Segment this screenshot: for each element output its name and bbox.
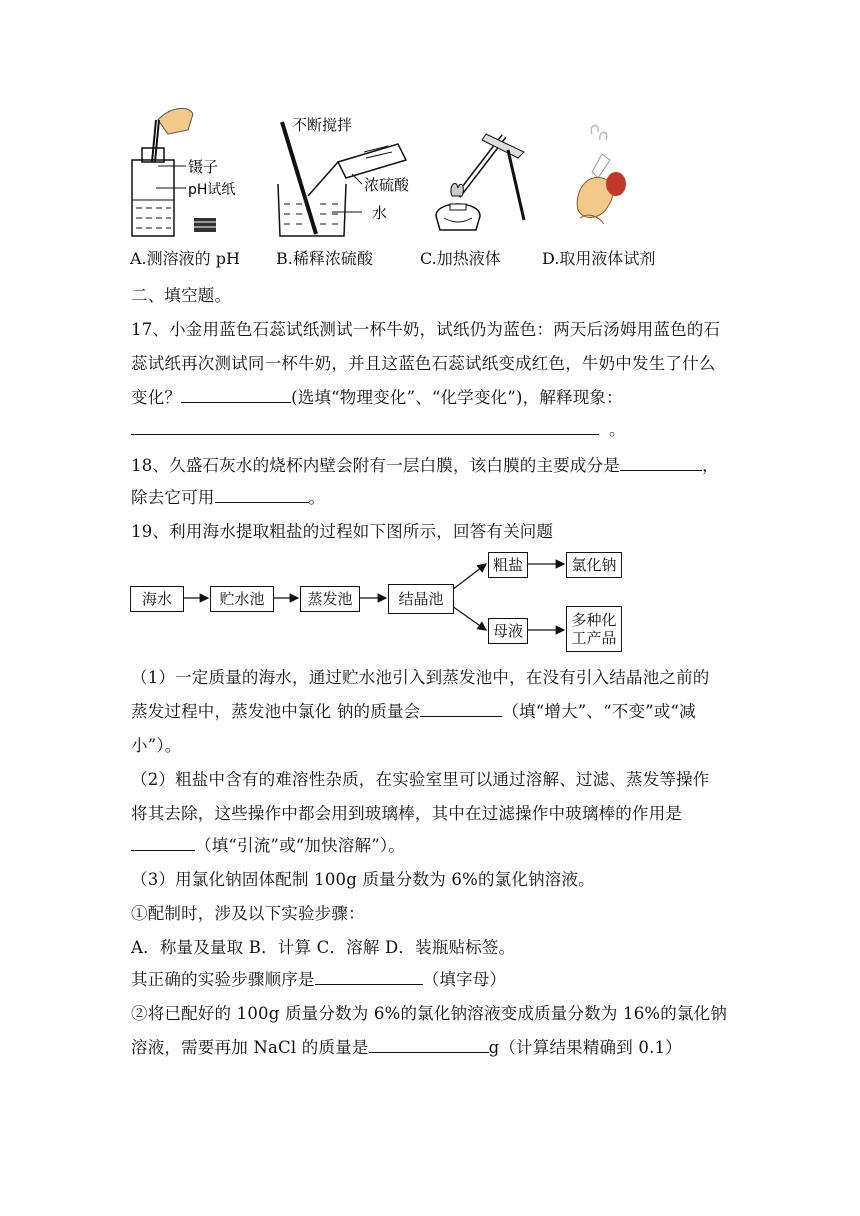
q17-suffix: (选填“物理变化”、“化学变化”)，解释现象： bbox=[291, 388, 623, 407]
mother-liquor-box: 母液 bbox=[488, 618, 528, 644]
take-liquid-illustration bbox=[558, 100, 648, 240]
caption-d: D.取用液体试剂 bbox=[542, 249, 656, 268]
products-line-2: 工产品 bbox=[571, 629, 617, 647]
q19-part3-sub2-line-2 bbox=[131, 1034, 682, 1058]
q17-line-2: 蕊试纸再次测试同一杯牛奶，并且这蓝色石蕊试纸变成红色，牛奶中发生了什么 bbox=[131, 354, 716, 373]
evaporation-pond-box: 蒸发池 bbox=[300, 586, 360, 612]
q17-prefix: 变化？ bbox=[131, 388, 182, 407]
q19-part1-options: （填“增大”、“不变”或“减 bbox=[502, 702, 696, 721]
reservoir-box: 贮水池 bbox=[210, 586, 274, 612]
seawater-box: 海水 bbox=[130, 586, 184, 612]
q18-comma: ， bbox=[702, 456, 719, 475]
dilute-acid-illustration bbox=[268, 100, 428, 240]
q19-part2-options: （填“引流”或“加快溶解”）。 bbox=[195, 836, 405, 855]
q19-part3-nacl-blank[interactable] bbox=[369, 1034, 489, 1053]
q18-answer-blank-2[interactable] bbox=[215, 484, 309, 503]
q19-part3-sub2-text: 溶液，需要再加 NaCl 的质量是 bbox=[131, 1038, 369, 1057]
caption-c: C.加热液体 bbox=[420, 249, 501, 268]
figure-captions bbox=[130, 246, 750, 270]
q19-part1-line-3: 小”）。 bbox=[131, 736, 182, 755]
q19-part3-order-blank[interactable] bbox=[315, 966, 423, 985]
q19-part2-line-1: （2）粗盐中含有的难溶性杂质，在实验室里可以通过溶解、过滤、蒸发等操作 bbox=[131, 770, 710, 789]
figure-b-dilute-acid bbox=[268, 100, 428, 240]
q17-period: 。 bbox=[609, 420, 626, 439]
crude-salt-box: 粗盐 bbox=[488, 552, 528, 578]
q17-answer-blank-1[interactable] bbox=[181, 384, 291, 403]
tweezers-label: 镊子 bbox=[188, 158, 219, 176]
q18-answer-blank-1[interactable] bbox=[620, 452, 702, 471]
q17-answer-blank-2[interactable] bbox=[131, 416, 599, 435]
q19-intro: 19、利用海水提取粗盐的过程如下图所示，回答有关问题 bbox=[131, 522, 554, 541]
water-label: 水 bbox=[372, 204, 388, 222]
q19-part3-steps: A．称量及量取 B．计算 C．溶解 D．装瓶贴标签。 bbox=[131, 938, 516, 957]
q17-line-3 bbox=[131, 384, 623, 408]
chemical-products-box bbox=[566, 606, 622, 652]
q19-part3-sub2-line-1: ②将已配好的 100g 质量分数为 6%的氯化钠溶液变成质量分数为 16%的氯化钠 bbox=[131, 1004, 728, 1023]
figure-d-take-liquid bbox=[558, 100, 648, 240]
q19-part3-line-1: （3）用氯化钠固体配制 100g 质量分数为 6%的氯化钠溶液。 bbox=[131, 870, 595, 889]
q18-text-2: 除去它可用 bbox=[131, 488, 215, 507]
section-heading: 二、填空题。 bbox=[131, 286, 232, 305]
acid-label: 浓硫酸 bbox=[364, 176, 410, 194]
q19-part3-sub1: ①配制时，涉及以下实验步骤： bbox=[131, 904, 365, 923]
q19-part1-line-1: （1）一定质量的海水，通过贮水池引入到蒸发池中，在没有引入结晶池之前的 bbox=[131, 668, 710, 687]
q19-part3-sub2-unit: g（计算结果精确到 0.1） bbox=[488, 1038, 682, 1057]
crystallization-pond-box: 结晶池 bbox=[388, 584, 454, 614]
q18-line-2 bbox=[131, 484, 325, 508]
q18-line-1 bbox=[131, 452, 719, 476]
ph-paper-label: pH试纸 bbox=[188, 182, 236, 198]
q18-text-1: 18、久盛石灰水的烧杯内壁会附有一层白膜，该白膜的主要成分是 bbox=[131, 456, 620, 475]
sodium-chloride-box: 氯化钠 bbox=[566, 552, 622, 578]
q17-line-4 bbox=[131, 416, 626, 440]
q19-part3-order-line bbox=[131, 966, 506, 990]
figure-a-ph-test bbox=[128, 100, 258, 240]
figure-c-heat-liquid bbox=[428, 100, 538, 240]
q19-part2-answer-blank[interactable] bbox=[131, 832, 195, 851]
caption-a: A.测溶液的 pH bbox=[130, 249, 240, 268]
q19-part1-text: 蒸发过程中，蒸发池中氯化 钠的质量会 bbox=[131, 702, 421, 721]
q19-part2-line-2: 将其去除，这些操作中都会用到玻璃棒，其中在过滤操作中玻璃棒的作用是 bbox=[131, 804, 683, 823]
ph-test-illustration bbox=[128, 100, 258, 240]
q19-part3-order-hint: （填字母） bbox=[422, 970, 507, 989]
q18-period: 。 bbox=[308, 488, 326, 507]
heat-liquid-illustration bbox=[428, 100, 538, 240]
q19-part1-line-2 bbox=[131, 698, 696, 722]
products-line-1: 多种化 bbox=[571, 611, 617, 629]
caption-b: B.稀释浓硫酸 bbox=[276, 249, 373, 268]
seawater-flow-diagram bbox=[128, 548, 628, 658]
q19-part1-answer-blank[interactable] bbox=[420, 698, 502, 717]
stir-label: 不断搅拌 bbox=[292, 116, 353, 134]
flow-arrows bbox=[128, 548, 628, 658]
q19-part3-order-text: 其正确的实验步骤顺序是 bbox=[131, 970, 315, 989]
q19-part2-line-3 bbox=[131, 832, 405, 856]
apparatus-figures bbox=[128, 100, 728, 240]
q17-line-1: 17、小金用蓝色石蕊试纸测试一杯牛奶，试纸仍为蓝色：两天后汤姆用蓝色的石 bbox=[131, 320, 721, 339]
